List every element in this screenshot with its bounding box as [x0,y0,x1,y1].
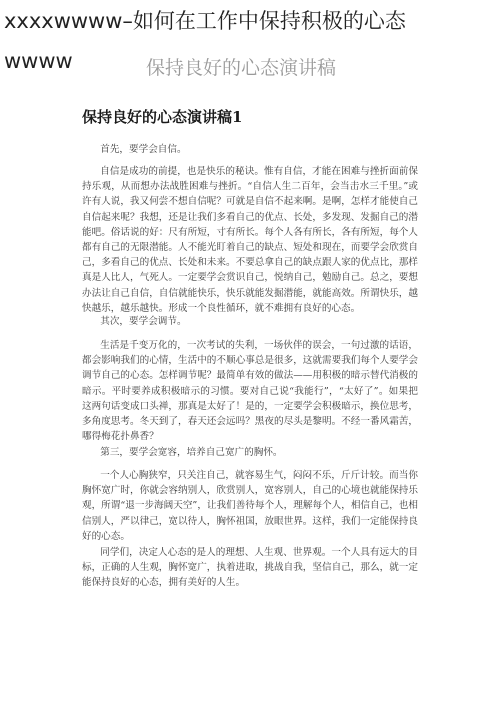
paragraph-confidence: 自信是成功的前提，也是快乐的秘诀。惟有自信，才能在困难与挫折面前保持乐观，从而想办法战胜困难与挫折。“自信人生二百年，会当击水三千里。”或许有人说，我又何尝不想自信呢？可就是自信不起来啊。是啊，怎样才能使自己自信起来呢？我想，还是让我们多看自己的优点、长处，多发现、发掘自己的潜能吧。俗话说的好：尺有所短，寸有所长。每个人各有所长，各有所短，每个人都有自己的无限潜能。人不能光盯着自己的缺点、短处和现在，而要学会欣赏自己，多看自己的优点、长处和未来。不要总拿自己的缺点跟人家的优点比，那样真是人比人，气死人。一定要学会赏识自己，悦纳自己，勉励自己。总之，要想办法让自己自信，自信就能快乐，快乐就能发掘潜能，就能高效。所谓快乐，越快越乐，越乐越快。形成一个良性循环，就不难拥有良好的心态。 [82,166,418,314]
paragraph-third-heading: 第三，要学会宽容，培养自己宽广的胸怀。 [100,447,283,458]
paragraph-adjust: 生活是千变万化的，一次考试的失利，一场伙伴的误会，一句过激的话语，都会影响我们的心情，生活中的不顺心事总是很多，这就需要我们每个人要学会调节自己的心态。怎样调节呢？最简单有效的做法——用积极的暗示替代消极的暗示。平时要养成积极暗示的习惯。要对自己说“我能行”，“太好了”。如果把这两句话变成口头禅，那真是太好了！是的，一定要学会积极暗示，换位思考，多角度思考。冬天到了，春天还会远吗？黑夜的尽头是黎明。不经一番风霜苦，哪得梅花扑鼻香？ [82,340,418,443]
document-heading: 保持良好的心态演讲稿1 [82,108,243,126]
document-banner-title: 保持良好的心态演讲稿 [146,57,337,79]
page-title-continued: wwww [4,49,73,73]
paragraph-first-heading: 首先，要学会自信。 [100,144,187,155]
paragraph-conclusion: 同学们，决定人心态的是人的理想、人生观、世界观。一个人具有远大的目标，正确的人生观，胸怀宽广，执着进取，挑战自我，坚信自己，那么，就一定能保持良好的心态，拥有美好的人生。 [82,547,418,589]
paragraph-second-heading: 其次，要学会调节。 [100,316,187,327]
paragraph-tolerance: 一个人心胸狭窄，只关注自己，就容易生气，闷闷不乐，斤斤计较。而当你胸怀宽广时，你就会容纳别人，欣赏别人，宽容别人，自己的心境也就能保持乐观，所谓“退一步海阔天空”，让我们善待每个人，理解每个人，相信自己，也相信别人，严以律己，宽以待人，胸怀祖国，放眼世界。这样，我们一定能保持良好的心态。 [82,470,418,542]
page-title: xxxxwwww–如何在工作中保持积极的心态 [4,9,406,33]
